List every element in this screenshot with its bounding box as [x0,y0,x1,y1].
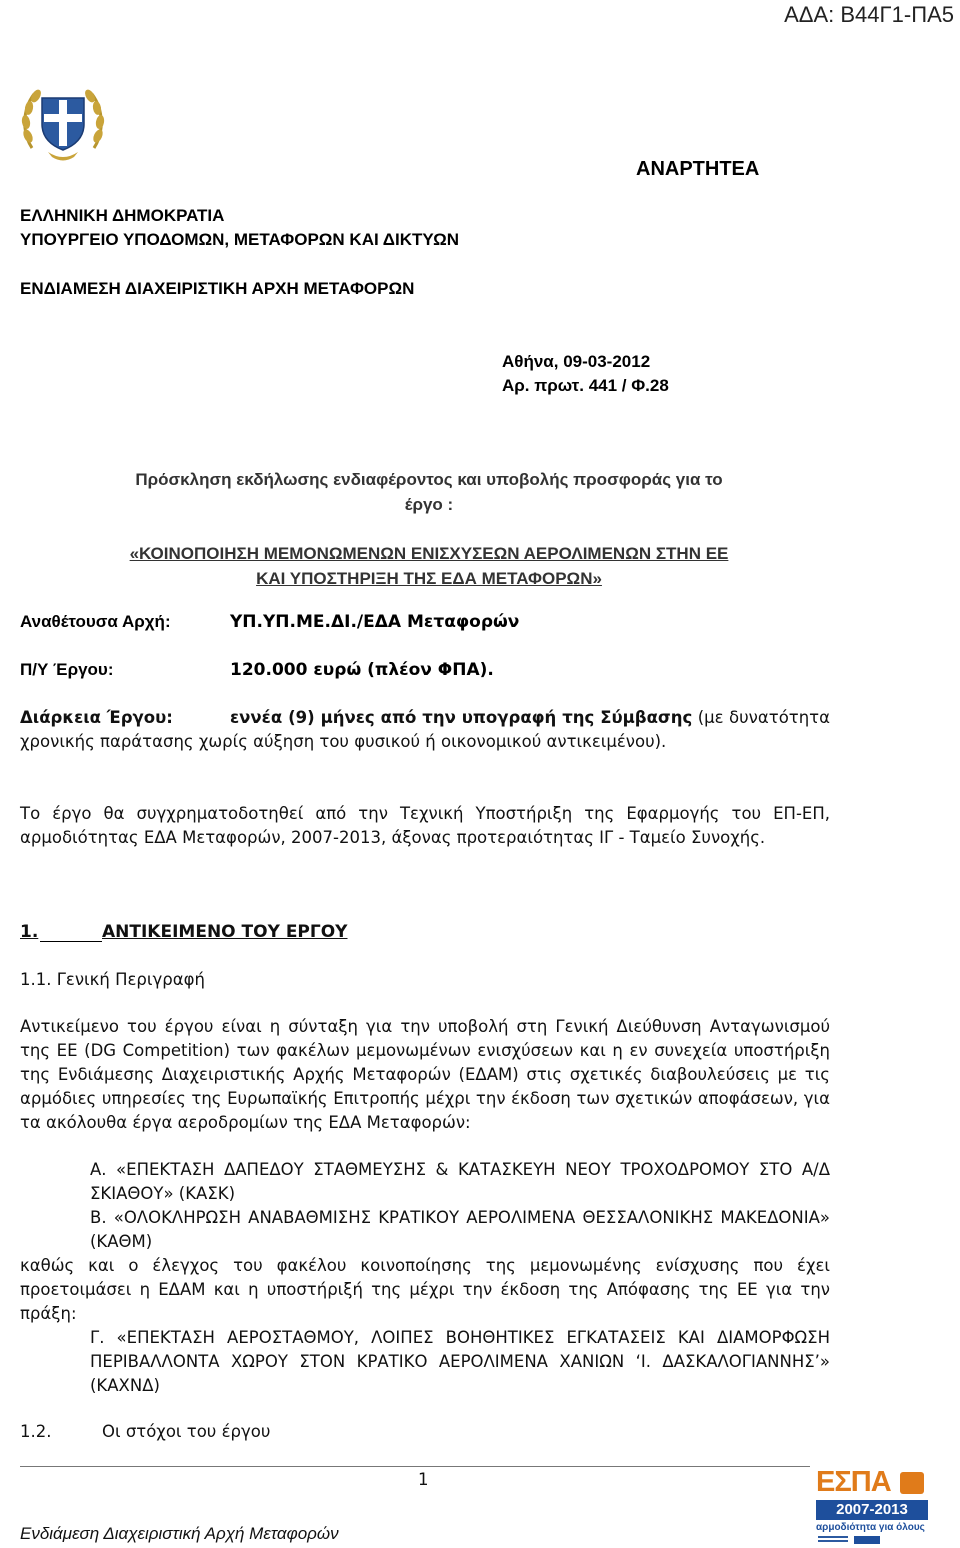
project-item-c: Γ. «ΕΠΕΚΤΑΣΗ ΑΕΡΟΣΤΑΘΜΟΥ, ΛΟΙΠΕΣ ΒΟΗΘΗΤΙΚΕΣ ΕΓΚΑΤΑΣΕΙΣ ΚΑΙ ΔΙΑΜΟΡΦΩΣΗ ΠΕΡΙΒΑΛΛΟΝΤΑ ΧΩΡΟΥ ΣΤΟΝ ΚΡΑΤΙΚΟ ΑΕΡΟΛΙΜΕΝΑ ΧΑΝΙΩΝ ‘Ι. ΔΑΣΚΑΛΟΓΙΑΝΝΗΣ’» (ΚΑΧΝΔ) [90,1328,830,1395]
espa-logo [810,1466,940,1546]
eu-flag-icon [854,1536,880,1544]
authority-label: Αναθέτουσα Αρχή: [20,612,171,631]
section1-title: ΑΝΤΙΚΕΙΜΕΝΟ ΤΟΥ ΕΡΓΟΥ [102,922,348,942]
description-paragraph: Αντικείμενο του έργου είναι η σύνταξη για την υποβολή στη Γενική Διεύθυνση Ανταγωνισμού της ΕΕ (DG Competition) των φακέλων μεμονωμένων ενισχύσεων και η εν συνεχεία υποστήριξη της Ενδιάμεσης Διαχειριστικής Αρχής Μεταφορών (ΕΔΑΜ) στις σχετικές διαβουλεύσεις με τις αρμόδιες υπηρεσίες της Ευρωπαϊκής Επιτροπής μέχρι την έκδοση των σχετικών αποφάσεων, για τα ακόλουθα έργα αεροδρομίων της ΕΔΑ Μεταφορών: [20,1017,830,1132]
ada-code: ΑΔΑ: Β44Γ1-ΠΑ5 [784,2,954,27]
footer-divider [20,1466,810,1467]
duration-paragraph [20,706,830,754]
project-item-a: Α. «ΕΠΕΚΤΑΣΗ ΔΑΠΕΔΟΥ ΣΤΑΘΜΕΥΣΗΣ & ΚΑΤΑΣΚΕΥΗ ΝΕΟΥ ΤΡΟΧΟΔΡΟΜΟΥ ΣΤΟ Α/Δ ΣΚΙΑΘΟΥ» (ΚΑΣΚ) [90,1160,830,1203]
date-line: Αθήνα, 09-03-2012 [502,352,651,371]
duration-value: εννέα (9) μήνες από την υπογραφή της Σύμβασης [230,708,693,727]
header-authority: ΕΝΔΙΑΜΕΣΗ ΔΙΑΧΕΙΡΙΣΤΙΚΗ ΑΡΧΗ ΜΕΤΑΦΟΡΩΝ [20,279,415,298]
espa-star-icon [900,1472,924,1494]
invitation-title-2: έργο : [404,495,454,514]
greek-emblem-icon [18,78,108,168]
funding-paragraph: Το έργο θα συγχρηματοδοτηθεί από την Τεχνική Υποστήριξη της Εφαρμογής του ΕΠ-ΕΠ, αρμοδιότητας ΕΔΑ Μεταφορών, 2007-2013, άξονας προτεραιότητας ΙΓ - Ταμείο Συνοχής. [20,804,830,847]
subsection-1-2-title: Οι στόχοι του έργου [102,1422,271,1441]
subsection-1-2-number: 1.2. [20,1422,52,1441]
budget-value: 120.000 ευρώ (πλέον ΦΠΑ). [230,660,494,680]
project-title-1: «ΚΟΙΝΟΠΟΙΗΣΗ ΜΕΜΟΝΩΜΕΝΩΝ ΕΝΙΣΧΥΣΕΩΝ ΑΕΡΟΛΙΜΕΝΩΝ ΣΤΗΝ ΕΕ [129,544,729,563]
greek-flag-icon [818,1536,848,1544]
header-ministry: ΥΠΟΥΡΓΕΙΟ ΥΠΟΔΟΜΩΝ, ΜΕΤΑΦΟΡΩΝ ΚΑΙ ΔΙΚΤΥΩΝ [20,230,460,249]
invitation-title-1: Πρόσκληση εκδήλωσης ενδιαφέροντος και υποβολής προσφοράς για το [135,470,723,489]
page-number: 1 [418,1470,429,1489]
project-title-2: ΚΑΙ ΥΠΟΣΤΗΡΙΞΗ ΤΗΣ ΕΔΑ ΜΕΤΑΦΟΡΩΝ» [256,569,602,588]
header-republic: ΕΛΛΗΝΙΚΗ ΔΗΜΟΚΡΑΤΙΑ [20,206,225,225]
duration-note: (με δυνατότητα χρονικής παράτασης χωρίς αύξηση του φυσικού ή οικονομικού αντικειμένου). [20,708,830,751]
section1-underline [40,941,102,942]
espa-logo-word: ΕΣΠΑ [816,1466,891,1498]
budget-label: Π/Υ Έργου: [20,660,114,679]
date-protocol-block [502,350,669,398]
footer-organization: Ενδιάμεση Διαχειριστική Αρχή Μεταφορών [20,1524,339,1543]
authority-value: ΥΠ.ΥΠ.ΜΕ.ΔΙ./ΕΔΑ Μεταφορών [230,612,520,632]
section1-number: 1. [20,922,39,942]
espa-logo-motto: αρμοδιότητα για όλους [816,1522,925,1533]
control-paragraph: καθώς και ο έλεγχος του φακέλου κοινοποίησης της μεμονωμένης ενίσχυσης που έχει προετοιμάσει η ΕΔΑΜ και η υποστήριξή της μέχρι την έκδοση της Απόφασης της ΕΕ για την πράξη: [20,1256,830,1323]
subsection-1-1: 1.1. Γενική Περιγραφή [20,970,205,989]
project-item-b: Β. «ΟΛΟΚΛΗΡΩΣΗ ΑΝΑΒΑΘΜΙΣΗΣ ΚΡΑΤΙΚΟΥ ΑΕΡΟΛΙΜΕΝΑ ΘΕΣΣΑΛΟΝΙΚΗΣ ΜΑΚΕΔΟΝΙΑ» (ΚΑΘΜ) [90,1208,830,1251]
protocol-line: Αρ. πρωτ. 441 / Φ.28 [502,376,669,395]
duration-label: Διάρκεια Έργου: [20,708,173,727]
posting-label: ΑΝΑΡΤΗΤΕΑ [636,158,760,180]
espa-logo-years: 2007-2013 [816,1500,928,1520]
